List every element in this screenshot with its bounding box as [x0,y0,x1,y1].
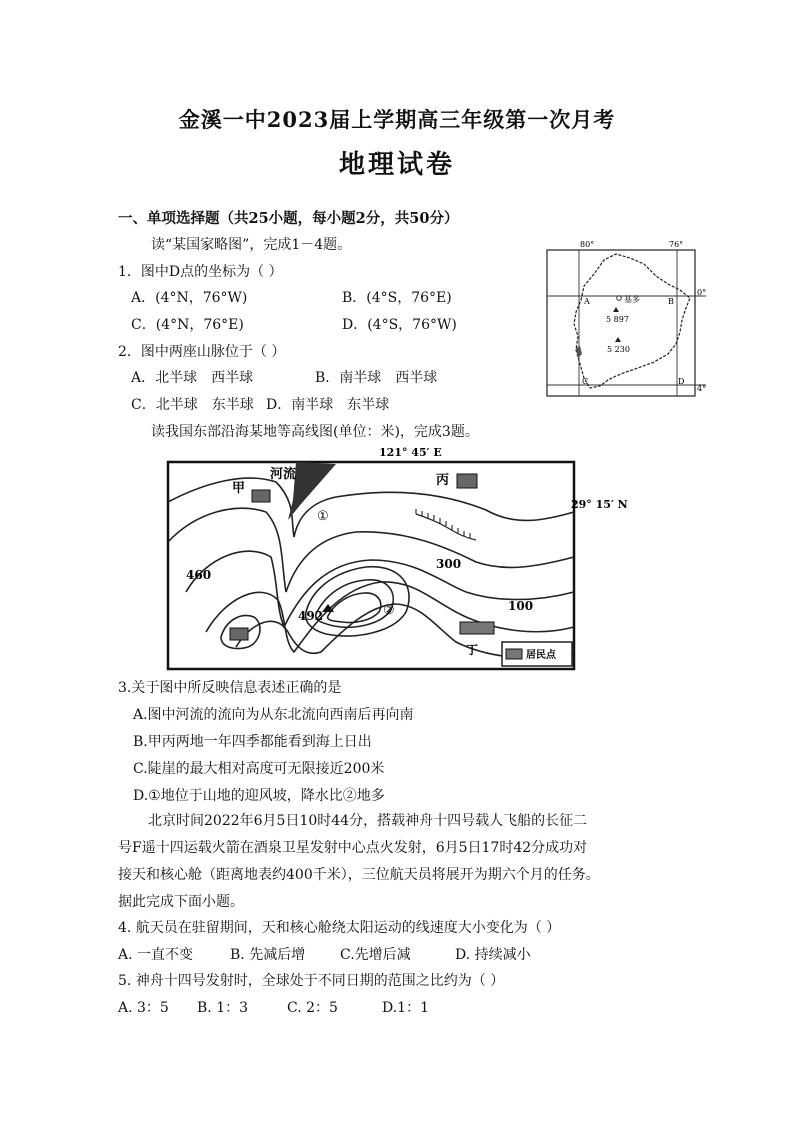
q1-option-c: C．(4°N，76°E) [131,317,244,333]
map2-ding: 丁 [466,643,479,657]
settlement-sw [230,628,248,640]
map1-peak1: 5 897 [606,315,629,324]
q5-stem: 5. 神舟十四号发射时，全球处于不同日期的范围之比约为（ ） [118,973,505,989]
q1-option-a: A．(4°N，76°W) [131,290,248,306]
exam-title: 金溪一中2023届上学期高三年级第一次月考 [178,107,616,132]
legend-swatch [506,649,522,659]
peak-marker [615,337,621,342]
map2-peak: 492 [298,609,324,623]
map1-lat-bottom: 4° [697,384,707,393]
q3-option-a: A.图中河流的流向为从东北流向西南后再向南 [133,707,414,723]
q4-option-c: C.先增后减 [340,947,411,963]
map2-bing: 丙 [436,473,450,488]
q1-option-b: B．(4°S，76°E) [342,290,452,306]
q3-stem: 3.关于图中所反映信息表述正确的是 [118,680,342,696]
q5-option-b: B. 1：3 [197,1000,249,1016]
q2-stem: 2．图中两座山脉位于（ ） [118,344,286,360]
map1-lon-left: 80° [580,240,595,249]
exam-subject: 地理试卷 [338,150,455,180]
q2-option-d: D．南半球 东半球 [266,397,390,413]
map1-point-d: D [678,377,685,386]
q1-option-d: D．(4°S，76°W) [342,317,457,333]
peak-marker [613,307,619,312]
map2-c300: 300 [436,557,462,571]
map1-lat-top: 0° [697,288,707,297]
q4-option-b: B. 先减后增 [230,947,306,963]
map2-mark2: ② [383,603,395,618]
contour-map [166,442,636,674]
map1-peak2: 5 230 [607,345,630,354]
passage-line3: 接天和核心舱（距离地表约400千米），三位航天员将展开为期六个月的任务。 [118,867,600,883]
q3-option-d: D.①地位于山地的迎风坡，降水比②地多 [133,788,385,804]
settlement-bing [457,474,477,488]
q5-option-d: D.1：1 [382,1000,429,1016]
map2-jia: 甲 [232,481,246,496]
q1-stem: 1．图中D点的坐标为（ ） [118,264,283,280]
map1-point-a: A [584,297,590,306]
q5-option-c: C. 2：5 [287,1000,338,1016]
country-map [546,238,716,398]
map1-intro: 读“某国家略图”，完成1－4题。 [151,237,352,253]
q4-option-a: A. 一直不变 [118,947,194,963]
q5-option-a: A. 3：5 [118,1000,169,1016]
map2-mark1: ① [317,509,329,524]
map2-legend-label: 居民点 [526,650,556,661]
q3-option-c: C.陡崖的最大相对高度可无限接近200米 [133,761,385,777]
section-heading: 一、单项选择题（共25小题，每小题2分，共50分） [118,210,459,227]
map2-c460: 460 [186,568,212,582]
q4-stem: 4. 航天员在驻留期间，天和核心舱绕太阳运动的线速度大小变化为（ ） [118,920,561,936]
q4-option-d: D. 持续减小 [455,947,531,963]
passage-line1: 北京时间2022年6月5日10时44分，搭载神舟十四号载人飞船的长征二 [148,813,588,829]
q2-option-c: C．北半球 东半球 [131,397,254,413]
passage-line2: 号F遥十四运载火箭在酒泉卫星发射中心点火发射，6月5日17时42分成功对 [118,840,588,856]
map2-river-label: 河流 [270,467,297,482]
q3-option-b: B.甲丙两地一年四季都能看到海上日出 [133,734,372,750]
map2-c100: 100 [508,599,534,613]
passage-line4: 据此完成下面小题。 [118,894,244,910]
settlement-jia [252,490,270,502]
map1-lon-right: 76° [669,240,684,249]
map2-lat: 29° 15′ N [571,498,628,511]
map1-point-c: C [582,377,589,386]
map2-intro: 读我国东部沿海某地等高线图(单位：米)，完成3题。 [151,424,479,440]
settlement-ding [460,622,494,634]
map1-point-b: B [668,297,674,306]
map2-lon: 121° 45′ E [379,446,442,459]
q2-option-a: A．北半球 西半球 [131,370,254,386]
map1-city: 基多 [624,295,640,304]
q2-option-b: B．南半球 西半球 [315,370,438,386]
